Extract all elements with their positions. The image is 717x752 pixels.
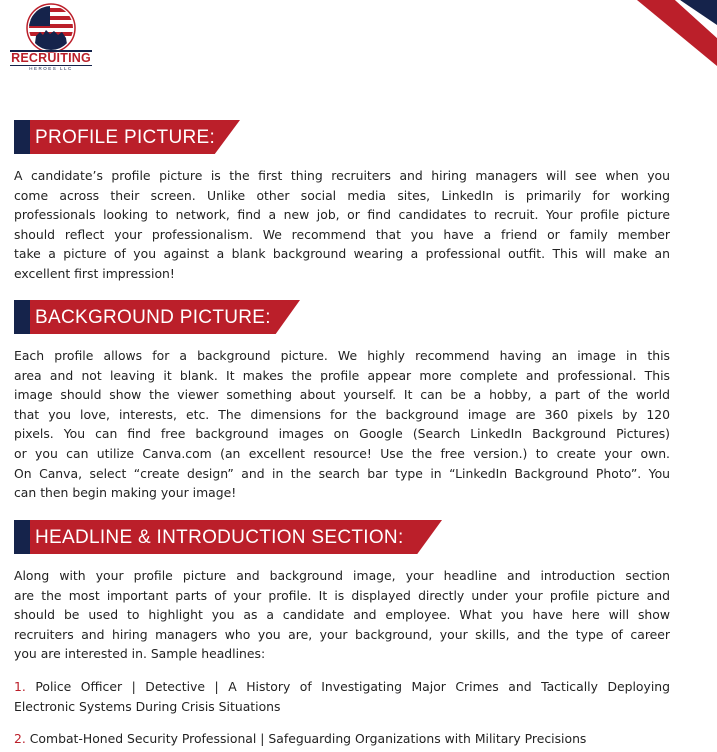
header-accent xyxy=(14,520,30,554)
section-header-headline-introduction xyxy=(14,520,442,554)
section-title: PROFILE PICTURE: xyxy=(35,127,216,148)
background-picture-paragraph xyxy=(14,346,670,503)
text-line: pixels. You can find free background images on Google (Search LinkedIn Background Pictures) xyxy=(14,426,670,442)
header-accent xyxy=(14,300,30,334)
section-header-profile-picture xyxy=(14,120,240,154)
text-line: Along with your profile picture and background image, your headline and introduction section xyxy=(14,568,670,583)
sample-headline-2 xyxy=(14,729,670,749)
headline-paragraph xyxy=(14,566,670,664)
text-line: On Canva, select “create design” and in the search bar type in “LinkedIn Background Photo”. You xyxy=(14,465,670,481)
text-line: recruiters and hiring managers who you are, your background, your skills, and the type of career xyxy=(14,626,670,642)
text-line: or you can utilize Canva.com (an excellent resource! Use the free version.) to create your own. xyxy=(14,445,670,461)
text-line: take a picture of you against a blank background wearing a professional outfit. This will make an xyxy=(14,246,670,262)
logo-subtitle: HEROES LLC xyxy=(10,65,92,71)
text-line: Police Officer | Detective | A History of Investigating Major Crimes and Tactically Deploying xyxy=(35,679,670,694)
section-header-background-picture xyxy=(14,300,300,334)
profile-picture-paragraph xyxy=(14,166,670,284)
text-line: come across their screen. Unlike other social media sites, LinkedIn is primarily for working xyxy=(14,187,670,203)
text-line: excellent first impression! xyxy=(14,265,175,281)
text-line: A candidate’s profile picture is the first thing recruiters and hiring managers will see when you xyxy=(14,168,670,183)
text-line: area and not leaving it blank. It makes the profile appear more complete and professional. This xyxy=(14,367,670,383)
list-number: 1. xyxy=(14,679,26,694)
text-line: that you love, interests, etc. The dimensions for the background image are 360 pixels by 120 xyxy=(14,406,670,422)
logo-wordmark: RECRUITING xyxy=(11,51,91,65)
text-line: you are interested in. Sample headlines: xyxy=(14,646,266,662)
text-line: professionals looking to network, find a new job, or find candidates to recruit. Your profile picture xyxy=(14,207,670,223)
text-line: should be used to highlight you as a candidate and employee. What you have here will show xyxy=(14,607,670,623)
text-line: Each profile allows for a background picture. We highly recommend having an image in this xyxy=(14,348,670,363)
corner-decoration xyxy=(597,0,717,80)
text-line: are the most important parts of your profile. It is displayed directly under your profile picture and xyxy=(14,587,670,603)
sample-headline-1 xyxy=(14,677,670,716)
section-title: HEADLINE & INTRODUCTION SECTION: xyxy=(35,527,404,548)
text-line: Combat-Honed Security Professional | Safeguarding Organizations with Military Precisions xyxy=(29,731,587,746)
text-line: can then begin making your image! xyxy=(14,485,237,501)
header-accent xyxy=(14,120,30,154)
section-title: BACKGROUND PICTURE: xyxy=(35,307,271,328)
text-line: image should show the viewer something about yourself. It can be a hobby, a part of the world xyxy=(14,387,670,403)
list-number: 2. xyxy=(14,731,26,746)
text-line: should reflect your professionalism. We recommend that you have a friend or family member xyxy=(14,226,670,242)
text-line: Electronic Systems During Crisis Situations xyxy=(14,698,281,714)
